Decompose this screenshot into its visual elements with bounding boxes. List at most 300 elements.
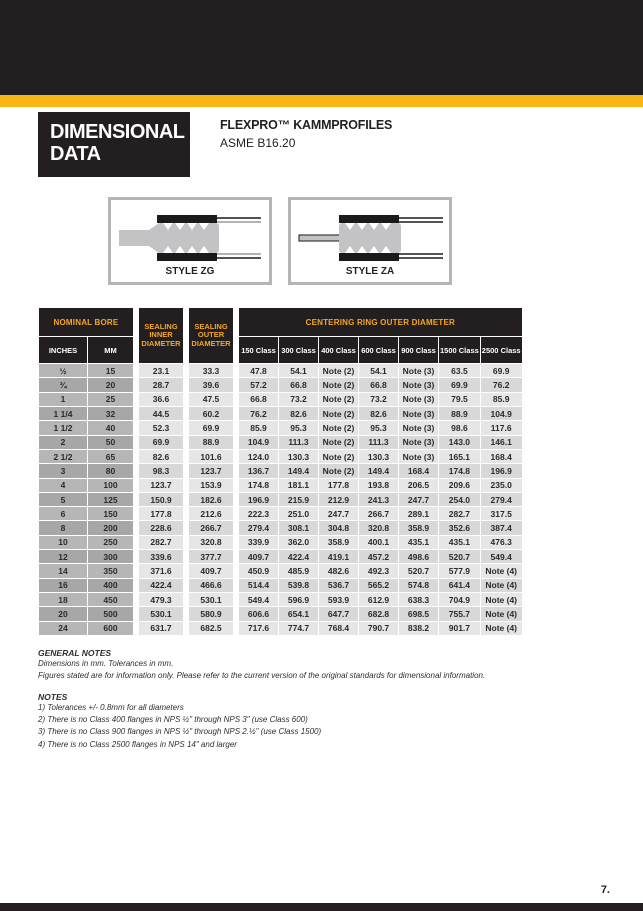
cell-value: 435.1 — [439, 536, 480, 549]
cell-value: 317.5 — [481, 507, 522, 520]
column-gap — [184, 407, 188, 420]
bottom-black-band — [0, 903, 643, 911]
cell-value: 530.1 — [139, 607, 183, 620]
column-gap — [134, 507, 138, 520]
cell-inches: 2 1/2 — [39, 450, 87, 463]
cell-value: 212.6 — [189, 507, 233, 520]
cell-value: 520.7 — [439, 550, 480, 563]
cell-value: Note (2) — [319, 436, 358, 449]
table-row — [39, 479, 522, 492]
cell-value: 182.6 — [189, 493, 233, 506]
column-gap — [234, 550, 238, 563]
cell-value: Note (2) — [319, 450, 358, 463]
cell-inches: 1 — [39, 393, 87, 406]
cell-value: 352.6 — [439, 521, 480, 534]
column-gap — [234, 364, 238, 377]
page-title-line2: DATA — [50, 142, 101, 165]
column-gap — [134, 536, 138, 549]
header-centering-ring: CENTERING RING OUTER DIAMETER — [239, 308, 522, 336]
column-gap — [234, 308, 238, 363]
column-gap — [234, 507, 238, 520]
column-gap — [134, 393, 138, 406]
cell-value: 530.1 — [189, 593, 233, 606]
cell-value: 104.9 — [481, 407, 522, 420]
cell-mm: 65 — [88, 450, 133, 463]
cell-value: Note (3) — [399, 378, 438, 391]
cell-value: 838.2 — [399, 622, 438, 635]
header-sealing-inner: SEALING INNER DIAMETER — [139, 308, 183, 363]
cell-value: 54.1 — [279, 364, 318, 377]
table-row — [39, 364, 522, 377]
cell-value: 631.7 — [139, 622, 183, 635]
cell-value: 209.6 — [439, 479, 480, 492]
cell-value: 69.9 — [189, 421, 233, 434]
cell-value: 371.6 — [139, 564, 183, 577]
cell-value: Note (4) — [481, 564, 522, 577]
cell-value: 76.2 — [239, 407, 278, 420]
cell-value: 69.9 — [139, 436, 183, 449]
cell-inches: 20 — [39, 607, 87, 620]
cell-value: 901.7 — [439, 622, 480, 635]
cell-value: 520.7 — [399, 564, 438, 577]
cell-value: 320.8 — [189, 536, 233, 549]
cell-value: 282.7 — [439, 507, 480, 520]
cell-value: 130.3 — [359, 450, 398, 463]
cell-value: 143.0 — [439, 436, 480, 449]
cell-value: 73.2 — [359, 393, 398, 406]
cell-value: 196.9 — [481, 464, 522, 477]
cell-value: 266.7 — [189, 521, 233, 534]
column-gap — [134, 479, 138, 492]
cell-value: 63.5 — [439, 364, 480, 377]
cell-value: 76.2 — [481, 378, 522, 391]
cell-value: 266.7 — [359, 507, 398, 520]
cell-value: 196.9 — [239, 493, 278, 506]
cell-value: 104.9 — [239, 436, 278, 449]
notes-title: NOTES — [38, 691, 68, 702]
cell-value: 654.1 — [279, 607, 318, 620]
column-gap — [234, 607, 238, 620]
cell-mm: 400 — [88, 579, 133, 592]
cell-value: 606.6 — [239, 607, 278, 620]
cell-value: Note (2) — [319, 378, 358, 391]
cell-value: 320.8 — [359, 521, 398, 534]
column-gap — [184, 536, 188, 549]
cell-value: Note (4) — [481, 593, 522, 606]
column-gap — [184, 450, 188, 463]
gasket-diagrams — [108, 197, 643, 285]
cell-inches: 2 — [39, 436, 87, 449]
table-row — [39, 622, 522, 635]
column-gap — [234, 579, 238, 592]
cell-value: 23.1 — [139, 364, 183, 377]
cell-inches: 5 — [39, 493, 87, 506]
table-row — [39, 521, 522, 534]
cell-value: 536.7 — [319, 579, 358, 592]
column-gap — [234, 536, 238, 549]
column-gap — [134, 593, 138, 606]
column-gap — [134, 407, 138, 420]
cell-mm: 150 — [88, 507, 133, 520]
column-gap — [134, 579, 138, 592]
column-gap — [234, 593, 238, 606]
cell-value: 339.6 — [139, 550, 183, 563]
cell-value: 235.0 — [481, 479, 522, 492]
column-gap — [134, 521, 138, 534]
column-gap — [134, 464, 138, 477]
cell-value: Note (4) — [481, 579, 522, 592]
general-note-line: Dimensions in mm. Tolerances in mm. — [38, 658, 174, 668]
cell-value: 123.7 — [139, 479, 183, 492]
header-300-class: 300 Class — [279, 337, 318, 363]
column-gap — [234, 622, 238, 635]
cell-value: 565.2 — [359, 579, 398, 592]
cell-value: 39.6 — [189, 378, 233, 391]
column-gap — [184, 622, 188, 635]
cell-value: 247.7 — [399, 493, 438, 506]
cell-value: 476.3 — [481, 536, 522, 549]
cell-value: 400.1 — [359, 536, 398, 549]
cell-value: 422.4 — [279, 550, 318, 563]
cell-mm: 600 — [88, 622, 133, 635]
header-1500-class: 1500 Class — [439, 337, 480, 363]
column-gap — [134, 421, 138, 434]
cell-value: Note (2) — [319, 464, 358, 477]
header-400-class: 400 Class — [319, 337, 358, 363]
cell-value: 69.9 — [439, 378, 480, 391]
cell-value: 111.3 — [359, 436, 398, 449]
page-title-line1: DIMENSIONAL — [50, 121, 185, 143]
cell-value: 47.8 — [239, 364, 278, 377]
cell-value: 790.7 — [359, 622, 398, 635]
diagram-style-zg — [108, 197, 272, 285]
table-row — [39, 564, 522, 577]
cell-value: 101.6 — [189, 450, 233, 463]
cell-value: 177.8 — [139, 507, 183, 520]
cell-value: 638.3 — [399, 593, 438, 606]
cell-inches: 18 — [39, 593, 87, 606]
cell-value: 362.0 — [279, 536, 318, 549]
cell-inches: 10 — [39, 536, 87, 549]
cell-value: 247.7 — [319, 507, 358, 520]
cell-mm: 300 — [88, 550, 133, 563]
column-gap — [184, 436, 188, 449]
dimensional-data-table — [38, 307, 523, 636]
cell-value: 57.2 — [239, 378, 278, 391]
cell-value: 254.0 — [439, 493, 480, 506]
table-row — [39, 550, 522, 563]
cell-inches: 24 — [39, 622, 87, 635]
cell-value: 682.5 — [189, 622, 233, 635]
note-line-3: 3) There is no Class 900 flanges in NPS ½" through NPS 2.½" (use Class 1500) — [38, 727, 322, 737]
column-gap — [184, 393, 188, 406]
cell-value: 339.9 — [239, 536, 278, 549]
column-gap — [234, 436, 238, 449]
header-inches: INCHES — [39, 337, 87, 363]
cell-value: 647.7 — [319, 607, 358, 620]
cell-value: 193.8 — [359, 479, 398, 492]
general-note-line: Figures stated are for information only. Please refer to the current version of the original standards for dimensional information. — [38, 671, 486, 681]
page-title — [38, 112, 190, 177]
header-sealing-outer: SEALING OUTER DIAMETER — [189, 308, 233, 363]
cell-value: 88.9 — [439, 407, 480, 420]
cell-value: 146.1 — [481, 436, 522, 449]
cell-value: 282.7 — [139, 536, 183, 549]
cell-value: 698.5 — [399, 607, 438, 620]
page-number: 7. — [600, 884, 610, 896]
cell-value: 66.8 — [359, 378, 398, 391]
cell-value: 435.1 — [399, 536, 438, 549]
column-gap — [184, 479, 188, 492]
cell-value: 82.6 — [359, 407, 398, 420]
column-gap — [134, 550, 138, 563]
cell-value: Note (3) — [399, 407, 438, 420]
cell-value: 755.7 — [439, 607, 480, 620]
cell-mm: 125 — [88, 493, 133, 506]
cell-value: Note (3) — [399, 436, 438, 449]
cell-value: 124.0 — [239, 450, 278, 463]
style-zg-drawing — [115, 210, 265, 266]
cell-value: 82.6 — [279, 407, 318, 420]
accent-yellow-stripe — [0, 95, 643, 107]
cell-value: 60.2 — [189, 407, 233, 420]
header-900-class: 900 Class — [399, 337, 438, 363]
cell-inches: 6 — [39, 507, 87, 520]
column-gap — [184, 579, 188, 592]
column-gap — [134, 378, 138, 391]
cell-value: 181.1 — [279, 479, 318, 492]
cell-value: 482.6 — [319, 564, 358, 577]
cell-value: 485.9 — [279, 564, 318, 577]
cell-value: 85.9 — [239, 421, 278, 434]
column-gap — [234, 450, 238, 463]
cell-value: 165.1 — [439, 450, 480, 463]
cell-value: 641.4 — [439, 579, 480, 592]
cell-value: 36.6 — [139, 393, 183, 406]
cell-value: 47.5 — [189, 393, 233, 406]
cell-value: Note (2) — [319, 421, 358, 434]
cell-value: 289.1 — [399, 507, 438, 520]
cell-value: 682.8 — [359, 607, 398, 620]
table-row — [39, 393, 522, 406]
column-gap — [134, 607, 138, 620]
cell-value: 358.9 — [399, 521, 438, 534]
header-2500-class: 2500 Class — [481, 337, 522, 363]
diagram-label-zg: STYLE ZG — [165, 266, 215, 278]
cell-value: Note (3) — [399, 450, 438, 463]
cell-value: 69.9 — [481, 364, 522, 377]
cell-value: 466.6 — [189, 579, 233, 592]
column-gap — [234, 393, 238, 406]
cell-mm: 20 — [88, 378, 133, 391]
cell-value: 98.6 — [439, 421, 480, 434]
cell-value: 168.4 — [399, 464, 438, 477]
cell-value: 52.3 — [139, 421, 183, 434]
column-gap — [234, 564, 238, 577]
column-gap — [184, 564, 188, 577]
cell-value: Note (3) — [399, 364, 438, 377]
top-black-band — [0, 0, 643, 95]
table-row — [39, 507, 522, 520]
column-gap — [184, 493, 188, 506]
table-row — [39, 450, 522, 463]
cell-value: 419.1 — [319, 550, 358, 563]
column-gap — [134, 622, 138, 635]
table-row — [39, 407, 522, 420]
cell-inches: ¾ — [39, 378, 87, 391]
cell-value: 596.9 — [279, 593, 318, 606]
cell-value: 279.4 — [481, 493, 522, 506]
column-gap — [184, 550, 188, 563]
column-gap — [234, 521, 238, 534]
cell-value: 577.9 — [439, 564, 480, 577]
cell-value: 774.7 — [279, 622, 318, 635]
cell-value: 241.3 — [359, 493, 398, 506]
cell-inches: 12 — [39, 550, 87, 563]
cell-mm: 32 — [88, 407, 133, 420]
table-header — [39, 308, 522, 363]
cell-value: 150.9 — [139, 493, 183, 506]
cell-value: 28.7 — [139, 378, 183, 391]
note-line-4: 4) There is no Class 2500 flanges in NPS 14" and larger — [38, 739, 237, 749]
diagram-style-za — [288, 197, 452, 285]
cell-mm: 50 — [88, 436, 133, 449]
cell-value: 66.8 — [239, 393, 278, 406]
column-gap — [184, 464, 188, 477]
cell-value: 768.4 — [319, 622, 358, 635]
table-row — [39, 436, 522, 449]
cell-value: 549.4 — [481, 550, 522, 563]
cell-value: 514.4 — [239, 579, 278, 592]
cell-inches: 14 — [39, 564, 87, 577]
cell-value: 82.6 — [139, 450, 183, 463]
cell-value: 44.5 — [139, 407, 183, 420]
cell-mm: 40 — [88, 421, 133, 434]
cell-inches: 8 — [39, 521, 87, 534]
cell-mm: 350 — [88, 564, 133, 577]
column-gap — [234, 421, 238, 434]
cell-value: 79.5 — [439, 393, 480, 406]
cell-value: 136.7 — [239, 464, 278, 477]
cell-value: 549.4 — [239, 593, 278, 606]
cell-value: 149.4 — [279, 464, 318, 477]
cell-value: 54.1 — [359, 364, 398, 377]
table-row — [39, 493, 522, 506]
cell-value: 215.9 — [279, 493, 318, 506]
cell-value: 130.3 — [279, 450, 318, 463]
column-gap — [184, 364, 188, 377]
cell-value: 206.5 — [399, 479, 438, 492]
cell-value: 704.9 — [439, 593, 480, 606]
cell-value: 717.6 — [239, 622, 278, 635]
cell-value: 33.3 — [189, 364, 233, 377]
column-gap — [184, 507, 188, 520]
table-row — [39, 579, 522, 592]
cell-value: 149.4 — [359, 464, 398, 477]
cell-value: 358.9 — [319, 536, 358, 549]
cell-value: Note (3) — [399, 393, 438, 406]
column-gap — [234, 479, 238, 492]
cell-value: 73.2 — [279, 393, 318, 406]
note-line-2: 2) There is no Class 400 flanges in NPS ½" through NPS 3" (use Class 600) — [38, 715, 308, 724]
title-row — [38, 112, 643, 177]
diagram-label-za: STYLE ZA — [345, 266, 395, 278]
cell-value: 66.8 — [279, 378, 318, 391]
cell-value: 111.3 — [279, 436, 318, 449]
column-gap — [134, 364, 138, 377]
cell-value: Note (2) — [319, 393, 358, 406]
cell-value: 174.8 — [239, 479, 278, 492]
cell-value: 492.3 — [359, 564, 398, 577]
table-row — [39, 607, 522, 620]
cell-value: 212.9 — [319, 493, 358, 506]
column-gap — [184, 421, 188, 434]
cell-mm: 250 — [88, 536, 133, 549]
table-row — [39, 378, 522, 391]
cell-value: 422.4 — [139, 579, 183, 592]
cell-mm: 200 — [88, 521, 133, 534]
column-gap — [184, 593, 188, 606]
cell-mm: 450 — [88, 593, 133, 606]
table-row — [39, 593, 522, 606]
cell-value: Note (4) — [481, 607, 522, 620]
cell-mm: 100 — [88, 479, 133, 492]
table-row — [39, 421, 522, 434]
note-line-1: 1) Tolerances +/- 0.8mm for all diameters — [38, 702, 184, 712]
column-gap — [234, 407, 238, 420]
cell-value: 177.8 — [319, 479, 358, 492]
cell-value: 612.9 — [359, 593, 398, 606]
cell-inches: 1 1/4 — [39, 407, 87, 420]
table-row — [39, 536, 522, 549]
cell-value: Note (2) — [319, 407, 358, 420]
cell-value: 574.8 — [399, 579, 438, 592]
cell-value: 308.1 — [279, 521, 318, 534]
table-body — [39, 364, 522, 635]
cell-value: 279.4 — [239, 521, 278, 534]
cell-value: 95.3 — [359, 421, 398, 434]
cell-value: 251.0 — [279, 507, 318, 520]
title-aside — [220, 118, 392, 150]
standard-name: ASME B16.20 — [220, 136, 296, 150]
column-gap — [234, 493, 238, 506]
cell-inches: 4 — [39, 479, 87, 492]
column-gap — [184, 521, 188, 534]
cell-value: 85.9 — [481, 393, 522, 406]
cell-inches: 1 1/2 — [39, 421, 87, 434]
cell-value: 123.7 — [189, 464, 233, 477]
header-150-class: 150 Class — [239, 337, 278, 363]
general-notes-title: GENERAL NOTES — [38, 647, 112, 658]
notes-section — [38, 648, 643, 751]
column-gap — [134, 450, 138, 463]
column-gap — [234, 464, 238, 477]
cell-value: 409.7 — [239, 550, 278, 563]
cell-inches: 3 — [39, 464, 87, 477]
column-gap — [134, 436, 138, 449]
cell-value: 153.9 — [189, 479, 233, 492]
cell-value: 409.7 — [189, 564, 233, 577]
cell-value: 174.8 — [439, 464, 480, 477]
cell-mm: 500 — [88, 607, 133, 620]
column-gap — [184, 308, 188, 363]
product-name: FLEXPRO™ KAMMPROFILES — [220, 118, 393, 132]
cell-value: 222.3 — [239, 507, 278, 520]
cell-mm: 25 — [88, 393, 133, 406]
cell-value: 498.6 — [399, 550, 438, 563]
cell-value: 580.9 — [189, 607, 233, 620]
cell-value: 387.4 — [481, 521, 522, 534]
